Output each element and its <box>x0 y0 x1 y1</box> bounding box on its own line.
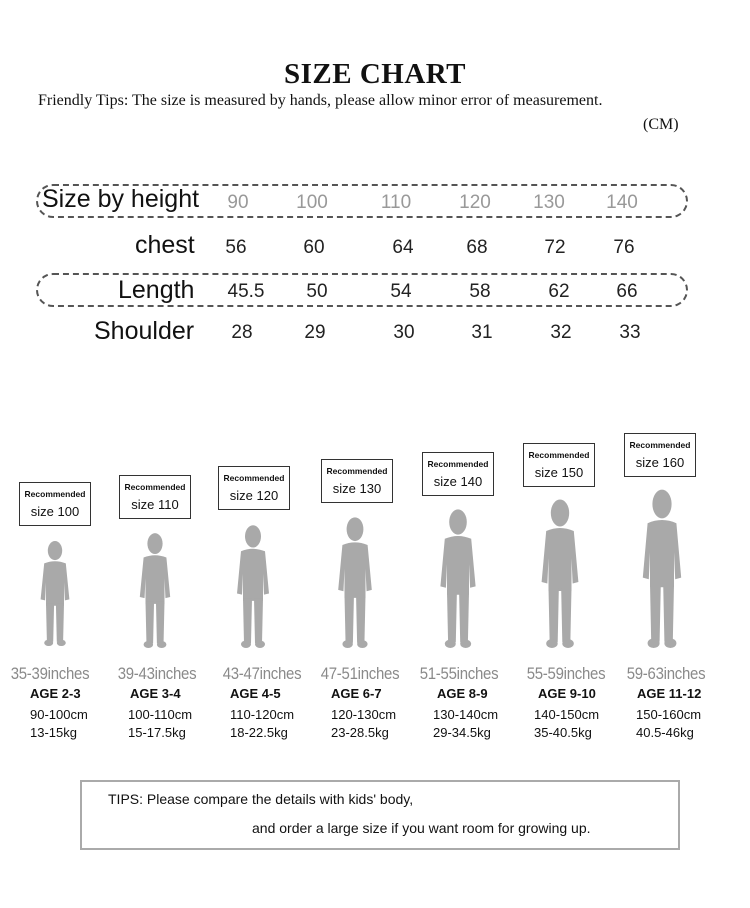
row-label-shoulder: Shoulder <box>94 317 195 345</box>
recommended-label: Recommended <box>427 459 489 469</box>
table-cell: 66 <box>616 281 638 302</box>
table-cell: 120 <box>459 192 491 213</box>
recommended-size: size 110 <box>131 497 179 512</box>
recommended-label: Recommended <box>326 466 388 476</box>
table-cell: 140 <box>606 192 638 213</box>
inches-label: 43-47inches <box>222 664 302 683</box>
table-cell: 72 <box>544 237 566 258</box>
child-silhouette-icon <box>334 516 376 648</box>
inches-label: 47-51inches <box>320 664 400 683</box>
row-label-size-by-height: Size by height <box>42 185 200 213</box>
table-cell: 58 <box>469 281 491 302</box>
table-cell: 64 <box>392 237 414 258</box>
age-label: AGE 4-5 <box>230 686 281 701</box>
recommend-card-150 <box>523 443 595 487</box>
child-silhouette-icon <box>537 498 583 648</box>
child-silhouette-icon <box>233 524 273 648</box>
inches-label: 55-59inches <box>526 664 606 683</box>
recommend-card-100 <box>19 482 91 526</box>
height-range: 120-130cm <box>331 707 397 722</box>
child-silhouette-icon <box>136 532 174 648</box>
table-cell: 32 <box>550 322 572 343</box>
recommended-label: Recommended <box>528 450 590 460</box>
child-silhouette-icon <box>37 540 73 646</box>
recommend-card-140 <box>422 452 494 496</box>
height-range: 90-100cm <box>30 707 88 722</box>
weight-range: 29-34.5kg <box>433 725 491 740</box>
height-range: 140-150cm <box>534 707 600 722</box>
table-cell: 45.5 <box>227 281 265 302</box>
table-cell: 54 <box>390 281 412 302</box>
age-label: AGE 11-12 <box>637 686 702 701</box>
recommended-size: size 120 <box>229 488 279 503</box>
page-title: SIZE CHART <box>283 58 467 90</box>
recommended-label: Recommended <box>629 440 691 450</box>
recommended-label: Recommended <box>223 473 285 483</box>
table-cell: 60 <box>303 237 325 258</box>
recommended-size: size 160 <box>635 455 685 470</box>
age-label: AGE 2-3 <box>30 686 81 701</box>
child-silhouette-icon <box>436 508 480 648</box>
inches-label: 51-55inches <box>419 664 499 683</box>
recommended-size: size 150 <box>534 465 584 480</box>
age-label: AGE 3-4 <box>130 686 181 701</box>
height-range: 130-140cm <box>433 707 499 722</box>
recommend-card-110 <box>119 475 191 519</box>
weight-range: 15-17.5kg <box>128 725 186 740</box>
weight-range: 40.5-46kg <box>636 725 694 740</box>
recommend-card-120 <box>218 466 290 510</box>
table-cell: 56 <box>225 237 247 258</box>
weight-range: 13-15kg <box>30 725 77 740</box>
table-cell: 29 <box>304 322 326 343</box>
inches-label: 59-63inches <box>626 664 706 683</box>
recommended-size: size 100 <box>30 504 80 519</box>
inches-label: 39-43inches <box>117 664 197 683</box>
recommend-card-160 <box>624 433 696 477</box>
table-cell: 50 <box>306 281 328 302</box>
age-label: AGE 8-9 <box>437 686 488 701</box>
table-cell: 31 <box>471 322 493 343</box>
height-range: 110-120cm <box>230 707 295 722</box>
inches-label: 35-39inches <box>10 664 90 683</box>
age-label: AGE 9-10 <box>538 686 596 701</box>
weight-range: 23-28.5kg <box>331 725 389 740</box>
age-label: AGE 6-7 <box>331 686 382 701</box>
recommended-label: Recommended <box>24 489 86 499</box>
friendly-tips: Friendly Tips: The size is measured by hands, please allow minor error of measurement. <box>38 92 603 109</box>
table-cell: 90 <box>227 192 249 213</box>
table-cell: 62 <box>548 281 570 302</box>
table-cell: 76 <box>613 237 635 258</box>
recommended-size: size 130 <box>332 481 382 496</box>
weight-range: 35-40.5kg <box>534 725 592 740</box>
table-cell: 100 <box>296 192 328 213</box>
table-cell: 30 <box>393 322 415 343</box>
tips-line-2: and order a large size if you want room for growing up. <box>252 820 591 836</box>
table-cell: 68 <box>466 237 488 258</box>
recommended-label: Recommended <box>124 482 186 492</box>
unit-label: (CM) <box>643 116 679 133</box>
recommended-size: size 140 <box>433 474 483 489</box>
tips-line-1: TIPS: Please compare the details with kids' body, <box>108 791 414 807</box>
table-cell: 28 <box>231 322 253 343</box>
table-cell: 110 <box>380 192 412 213</box>
child-silhouette-icon <box>638 488 686 648</box>
height-range: 150-160cm <box>636 707 702 722</box>
table-cell: 33 <box>619 322 641 343</box>
row-label-chest: chest <box>135 231 195 259</box>
row-label-length: Length <box>118 276 195 304</box>
weight-range: 18-22.5kg <box>230 725 288 740</box>
table-cell: 130 <box>533 192 565 213</box>
recommend-card-130 <box>321 459 393 503</box>
height-range: 100-110cm <box>128 707 193 722</box>
